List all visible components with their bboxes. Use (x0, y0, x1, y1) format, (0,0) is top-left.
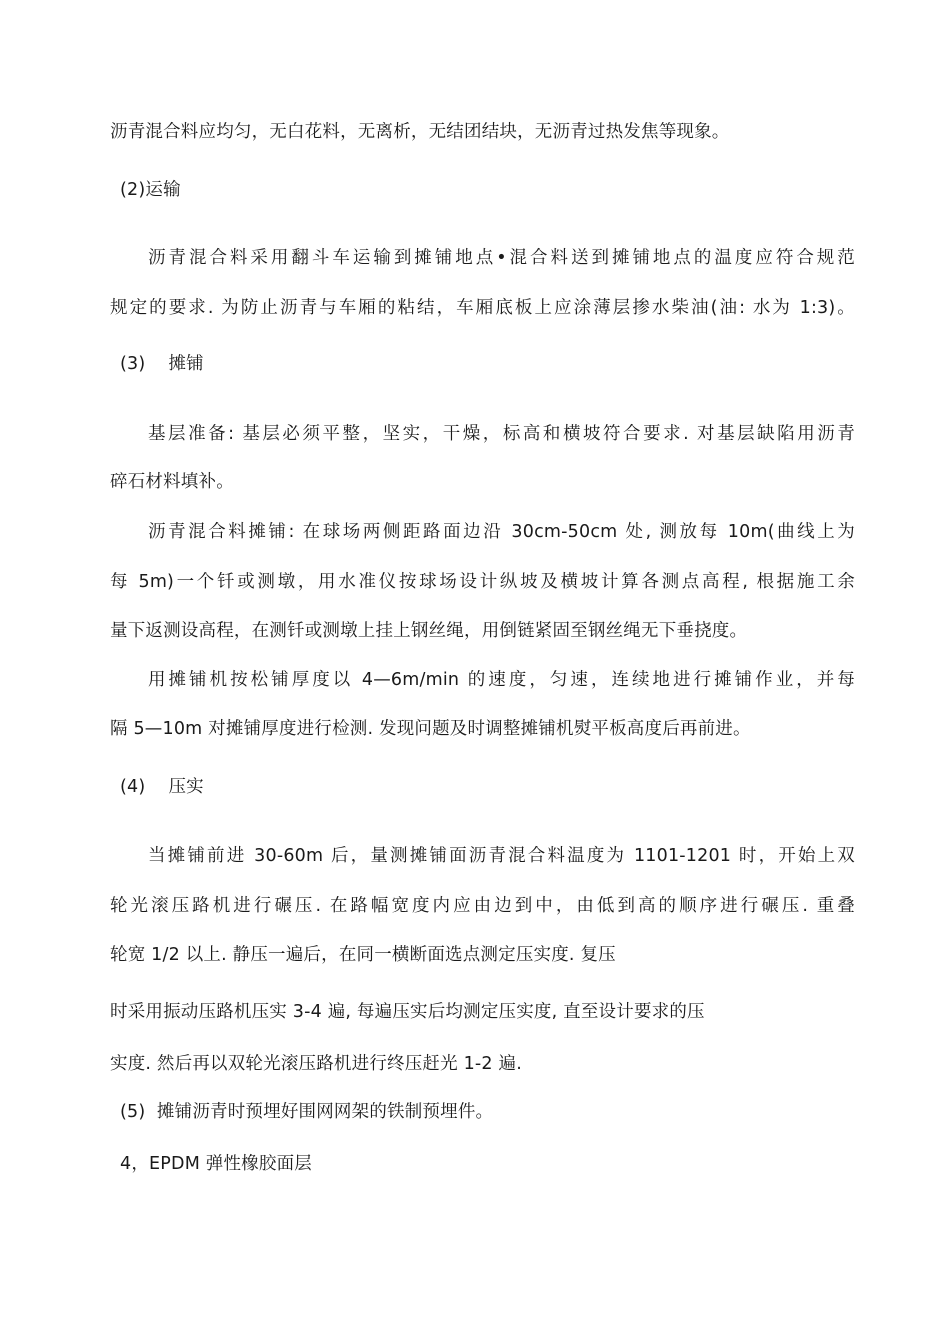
paragraph-line: 每 5m)一个钎或测墩，用水准仪按球场设计纵坡及横坡计算各测点高程, 根据施工余 (110, 572, 855, 592)
section-heading-compaction: (4) 压实 (120, 777, 204, 797)
section-heading-epdm: 4，EPDM 弹性橡胶面层 (120, 1154, 312, 1174)
paragraph-line: 沥青混合料采用翻斗车运输到摊铺地点•混合料送到摊铺地点的温度应符合规范 (148, 248, 855, 268)
paragraph-line: 规定的要求. 为防止沥青与车厢的粘结，车厢底板上应涂薄层掺水柴油(油: 水为 1:3)。 (110, 298, 855, 318)
paragraph-line: 时采用振动压路机压实 3-4 遍, 每遍压实后均测定压实度, 直至设计要求的压 (110, 1002, 705, 1022)
paragraph-line: 基层准备: 基层必须平整，坚实，干燥，标高和横坡符合要求. 对基层缺陷用沥青 (148, 424, 855, 444)
section-heading-transport: (2)运输 (120, 180, 181, 200)
paragraph-line: 当摊铺前进 30-60m 后，量测摊铺面沥青混合料温度为 1101-1201 时，开始上双 (148, 846, 855, 866)
paragraph-line: 沥青混合料应均匀，无白花料，无离析，无结团结块，无沥青过热发焦等现象。 (110, 122, 730, 142)
paragraph-line: 沥青混合料摊铺: 在球场两侧距路面边沿 30cm-50cm 处, 测放每 10m(曲线上为 (148, 522, 855, 542)
section-heading-paving: (3) 摊铺 (120, 354, 204, 374)
paragraph-line: 轮光滚压路机进行碾压. 在路幅宽度内应由边到中，由低到高的顺序进行碾压. 重叠 (110, 896, 855, 916)
paragraph-line: 隔 5—10m 对摊铺厚度进行检测. 发现问题及时调整摊铺机熨平板高度后再前进。 (110, 719, 751, 739)
paragraph-line: 轮宽 1/2 以上. 静压一遍后，在同一横断面选点测定压实度. 复压 (110, 945, 616, 965)
paragraph-line: 用摊铺机按松铺厚度以 4—6m/min 的速度，匀速，连续地进行摊铺作业，并每 (148, 670, 855, 690)
paragraph-line: 碎石材料填补。 (110, 472, 234, 492)
paragraph-line: 量下返测设高程，在测钎或测墩上挂上钢丝绳，用倒链紧固至钢丝绳无下垂挠度。 (110, 621, 748, 641)
paragraph-line: 实度. 然后再以双轮光滚压路机进行终压赶光 1-2 遍. (110, 1054, 522, 1074)
section-heading-embedded-parts: (5) 摊铺沥青时预埋好围网网架的铁制预埋件。 (120, 1102, 494, 1122)
